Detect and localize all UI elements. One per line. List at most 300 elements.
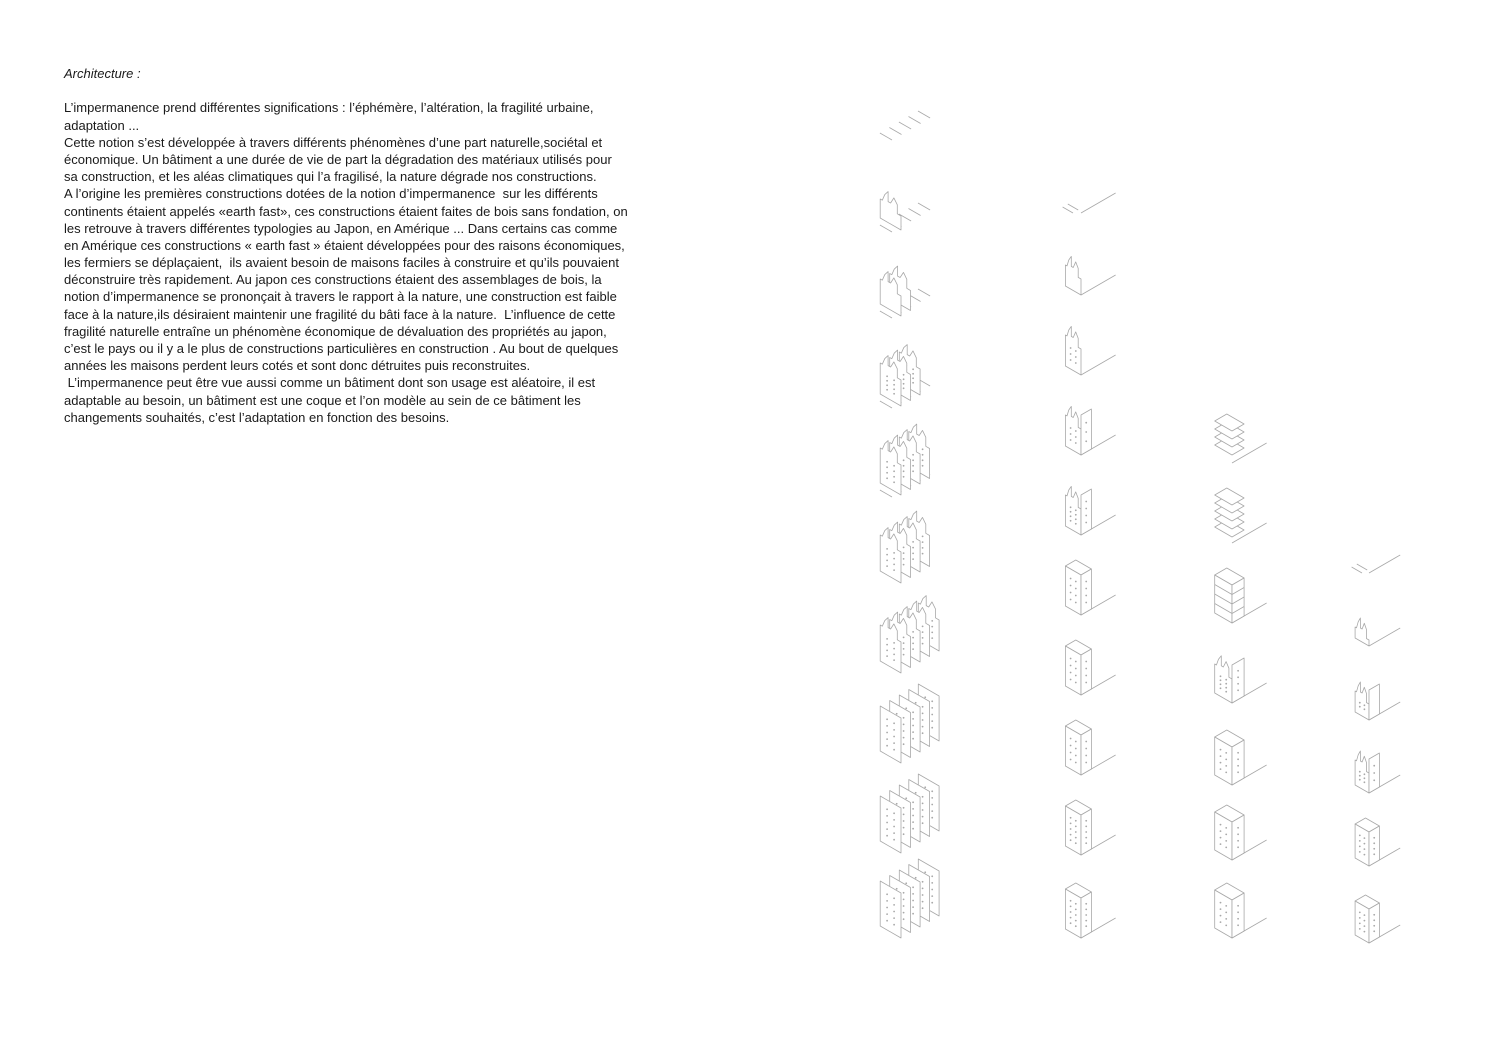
window-dot [1364,854,1366,856]
window-dot [1237,689,1239,691]
window-dot [922,816,924,818]
window-dot [1237,670,1239,672]
window-dot [1070,900,1072,902]
window-dot [1075,588,1077,590]
ground-hatch [880,311,892,318]
window-dot [903,552,905,554]
window-dot [1085,668,1087,670]
window-dot [1225,772,1227,774]
wall-face [1232,740,1244,785]
window-dot [886,808,888,810]
window-dot [1237,758,1239,760]
window-dot [893,749,895,751]
window-dot [903,383,905,385]
window-dot [1085,741,1087,743]
window-dot [903,564,905,566]
window-dot [1070,578,1072,580]
window-dot [1070,347,1072,349]
window-dot [931,714,933,716]
ground-line [1369,555,1400,573]
window-dot [1075,518,1077,520]
window-dot [912,801,914,803]
window-dot [922,706,924,708]
ground-hatch [918,111,930,118]
window-dot [903,899,905,901]
window-dot [915,877,917,879]
window-dot [912,808,914,810]
window-dot [912,886,914,888]
window-dot [903,918,905,920]
window-dot [1373,914,1375,916]
window-dot [922,726,924,728]
window-dot [1237,683,1239,685]
wall-face [1065,806,1081,855]
window-dot [922,454,924,456]
window-dot [912,643,914,645]
window-dot [922,541,924,543]
body-text-line: sa construction, et les aléas climatiques qui l’a fragilisé, la nature dégrade nos constructions. [64,169,597,185]
drawing-column-1 [880,111,939,938]
window-dot [1359,912,1361,914]
window-dot [1237,846,1239,848]
window-dot [893,924,895,926]
window-dot [1075,436,1077,438]
window-dot [893,659,895,661]
window-dot [924,696,926,698]
window-dot [1359,851,1361,853]
window-dot [1075,920,1077,922]
window-dot [922,459,924,461]
isometric-drawing [880,345,930,408]
isometric-drawing [1063,193,1116,213]
window-dot [1220,837,1222,839]
window-dot [912,725,914,727]
window-dot [922,809,924,811]
window-dot [1237,840,1239,842]
isometric-drawing [880,111,930,140]
window-dot [1373,837,1375,839]
window-dot [903,470,905,472]
ground-hatch [909,209,921,216]
window-dot [922,553,924,555]
section-heading: Architecture : [64,66,141,81]
isometric-drawing [1215,883,1267,938]
isometric-drawing [1065,720,1115,775]
ground-hatch [1063,207,1073,213]
wall-face [1065,566,1081,615]
window-dot [1070,759,1072,761]
wall-face [1369,903,1379,943]
window-dot [886,638,888,640]
window-dot [931,895,933,897]
window-dot [893,812,895,814]
window-dot [1373,765,1375,767]
window-dot [912,648,914,650]
window-dot [1070,672,1072,674]
window-dot [1085,837,1087,839]
window-dot [1085,842,1087,844]
window-dot [886,472,888,474]
wall-face [1081,729,1091,775]
window-dot [903,820,905,822]
window-dot [886,732,888,734]
window-dot [1237,676,1239,678]
window-dot [893,379,895,381]
window-dot [896,803,898,805]
window-dot [922,719,924,721]
window-dot [1364,925,1366,927]
window-dot [912,637,914,639]
isometric-drawing [880,596,939,673]
window-dot [931,626,933,628]
window-dot [1364,837,1366,839]
window-dot [1359,706,1361,708]
window-dot [915,702,917,704]
window-dot [1075,350,1077,352]
window-dot [893,917,895,919]
window-dot [922,637,924,639]
window-dot [1359,928,1361,930]
body-text-line: les fermiers se déplaçaient, ils avaient besoin de maisons faciles à construire et qu’ils pouvaient [64,255,619,271]
ground-hatch [880,133,892,140]
window-dot [903,724,905,726]
window-dot [1237,771,1239,773]
ground-hatch [880,225,892,232]
window-dot [1359,840,1361,842]
window-dot [1085,682,1087,684]
drawing-column-3 [1215,414,1267,938]
window-dot [1075,581,1077,583]
window-dot [1373,848,1375,850]
window-dot [1070,433,1072,435]
window-dot [931,889,933,891]
body-text-line: notion d’impermanence se prononçait à travers le rapport à la nature, une construction est faible [64,289,617,305]
window-dot [1085,748,1087,750]
window-dot [1085,581,1087,583]
window-dot [1085,826,1087,828]
isometric-drawing [1215,805,1267,860]
wall-face [1369,826,1379,866]
window-dot [1364,781,1366,783]
wall-face [1065,889,1081,938]
window-dot [893,481,895,483]
window-dot [903,737,905,739]
window-dot [1364,777,1366,779]
window-dot [903,374,905,376]
window-dot [1364,708,1366,710]
window-dot [912,382,914,384]
body-text-line: fragilité naturelle entraîne un phénomène économique de dévaluation des propriétés au japon, [64,323,607,339]
window-dot [1070,658,1072,660]
window-dot [912,558,914,560]
window-dot [1070,828,1072,830]
window-dot [1237,765,1239,767]
window-dot [1075,831,1077,833]
isometric-drawing [1215,568,1267,623]
window-dot [893,558,895,560]
window-dot [912,541,914,543]
window-dot [1225,765,1227,767]
window-dot [1075,356,1077,358]
window-dot [896,888,898,890]
window-dot [903,833,905,835]
window-dot [1075,675,1077,677]
window-dot [903,378,905,380]
window-dot [1364,773,1366,775]
wall-face [1081,489,1091,535]
wall-face [1355,751,1369,793]
window-dot [912,906,914,908]
window-dot [1220,915,1222,917]
window-dot [886,907,888,909]
window-dot [1085,661,1087,663]
window-dot [886,560,888,562]
window-dot [912,731,914,733]
window-dot [1085,431,1087,433]
window-dot [1220,830,1222,832]
isometric-drawing [1065,256,1115,295]
window-dot [931,720,933,722]
window-dot [922,796,924,798]
window-dot [886,565,888,567]
window-dot [1070,911,1072,913]
window-dot [905,797,907,799]
window-dot [931,902,933,904]
window-dot [893,736,895,738]
window-dot [886,466,888,468]
window-dot [1364,920,1366,922]
window-dot [886,835,888,837]
window-dot [931,632,933,634]
window-dot [1075,762,1077,764]
window-dot [1070,917,1072,919]
window-dot [1070,752,1072,754]
window-dot [1070,665,1072,667]
window-dot [1237,924,1239,926]
window-dot [1085,501,1087,503]
window-dot [1373,925,1375,927]
window-dot [886,384,888,386]
window-dot [1225,687,1227,689]
isometric-drawing [880,511,929,583]
panel [880,192,901,230]
panel [1355,682,1369,720]
body-text-line: A l’origine les premières constructions dotées de la notion d’impermanence sur les différents [64,186,598,202]
window-dot [886,893,888,895]
window-dot [931,707,933,709]
window-dot [893,826,895,828]
window-dot [1373,919,1375,921]
window-dot [1070,745,1072,747]
window-dot [912,718,914,720]
window-dot [886,822,888,824]
drawing-column-4 [1352,555,1401,943]
window-dot [922,907,924,909]
window-dot [1075,430,1077,432]
wall-face [1232,658,1244,703]
wall-face [1065,726,1081,775]
body-text-line: économique. Un bâtiment a une durée de vie de part la dégradation des matériaux utilisés pour [64,151,612,167]
body-text-line: adaptation ... [64,117,140,133]
window-dot [912,893,914,895]
window-dot [1220,687,1222,689]
window-dot [1373,779,1375,781]
window-dot [1220,824,1222,826]
window-dot [922,822,924,824]
window-dot [912,470,914,472]
window-dot [903,730,905,732]
window-dot [893,465,895,467]
wall-face [1232,893,1244,938]
window-dot [886,913,888,915]
window-dot [1085,925,1087,927]
window-dot [1373,842,1375,844]
window-dot [1220,843,1222,845]
window-dot [893,564,895,566]
window-dot [1237,905,1239,907]
window-dot [922,894,924,896]
isometric-drawing [1215,414,1267,463]
window-dot [886,389,888,391]
ground-hatch [909,117,921,124]
window-dot [1085,831,1087,833]
window-dot [893,552,895,554]
window-dot [1237,918,1239,920]
window-dot [1085,508,1087,510]
window-dot [1075,682,1077,684]
window-dot [886,718,888,720]
window-dot [931,700,933,702]
window-dot [886,380,888,382]
window-dot [922,448,924,450]
window-dot [1085,602,1087,604]
window-dot [886,644,888,646]
window-dot [903,892,905,894]
window-dot [893,832,895,834]
ground-line [1081,193,1116,213]
window-dot [1070,511,1072,513]
body-text-line: L’impermanence prend différentes significations : l’éphémère, l’altération, la fragilité urbaine, [64,100,594,116]
window-dot [893,388,895,390]
window-dot [922,901,924,903]
isometric-drawing [1065,640,1115,695]
window-dot [903,642,905,644]
window-dot [886,461,888,463]
window-dot [922,643,924,645]
window-dot [1070,906,1072,908]
ground-line [1081,275,1116,295]
window-dot [1237,911,1239,913]
window-dot [903,654,905,656]
window-dot [931,797,933,799]
window-dot [931,727,933,729]
window-dot [893,470,895,472]
isometric-drawing [1065,883,1115,938]
ground-hatch [880,490,892,497]
window-dot [912,368,914,370]
window-dot [903,465,905,467]
window-dot [1075,914,1077,916]
window-dot [893,722,895,724]
window-dot [903,905,905,907]
window-dot [886,725,888,727]
window-dot [893,476,895,478]
window-dot [903,476,905,478]
window-dot [903,912,905,914]
window-dot [893,642,895,644]
window-dot [1225,691,1227,693]
window-dot [893,648,895,650]
body-text-line: c’est le pays ou il y a le plus de constructions particulières en construction . Au bout de quelques [64,341,619,356]
body-text-line: en Amérique ces constructions « earth fast » étaient développées pour des raisons économiques, [64,237,625,253]
window-dot [903,807,905,809]
window-dot [1070,592,1072,594]
window-dot [912,913,914,915]
isometric-drawing [1065,800,1115,855]
window-dot [1220,921,1222,923]
window-dot [1085,755,1087,757]
window-dot [1075,442,1077,444]
window-dot [1359,771,1361,773]
isometric-drawing [1355,751,1400,793]
window-dot [886,828,888,830]
window-dot [912,631,914,633]
window-dot [903,827,905,829]
window-dot [1070,839,1072,841]
window-dot [1070,679,1072,681]
window-dot [1225,847,1227,849]
window-dot [893,897,895,899]
ground-hatch [1357,564,1367,570]
window-dot [1085,595,1087,597]
panel [1369,684,1379,720]
body-text-line: face à la nature,ils désiraient maintenir une fragilité du bâti face à la nature. L’influence de cette [64,306,616,322]
window-dot [931,882,933,884]
window-dot [893,384,895,386]
window-dot [886,477,888,479]
window-dot [931,817,933,819]
isometric-drawing [1215,488,1267,543]
window-dot [905,707,907,709]
window-dot [931,875,933,877]
body-text-line: adaptable au besoin, un bâtiment est une coque et l’on modèle au sein de ce bâtiment les [64,392,581,408]
window-dot [1225,759,1227,761]
window-dot [893,729,895,731]
window-dot [1225,834,1227,836]
window-dot [931,790,933,792]
window-dot [912,900,914,902]
window-dot [912,553,914,555]
window-dot [893,742,895,744]
window-dot [922,881,924,883]
window-dot [903,558,905,560]
window-dot [1085,440,1087,442]
window-dot [1220,755,1222,757]
window-dot [893,904,895,906]
window-dot [903,637,905,639]
window-dot [903,387,905,389]
window-dot [931,637,933,639]
ground-hatch [889,128,901,135]
wall-face [1232,815,1244,860]
body-text-line: années les maisons perdent leurs cotés et sont donc détruites puis reconstruites. [64,358,531,374]
isometric-drawing [1355,682,1400,720]
ground-hatch [918,203,930,210]
window-dot [1070,427,1072,429]
window-dot [1075,668,1077,670]
window-dot [893,393,895,395]
isometric-drawing [1355,818,1400,866]
